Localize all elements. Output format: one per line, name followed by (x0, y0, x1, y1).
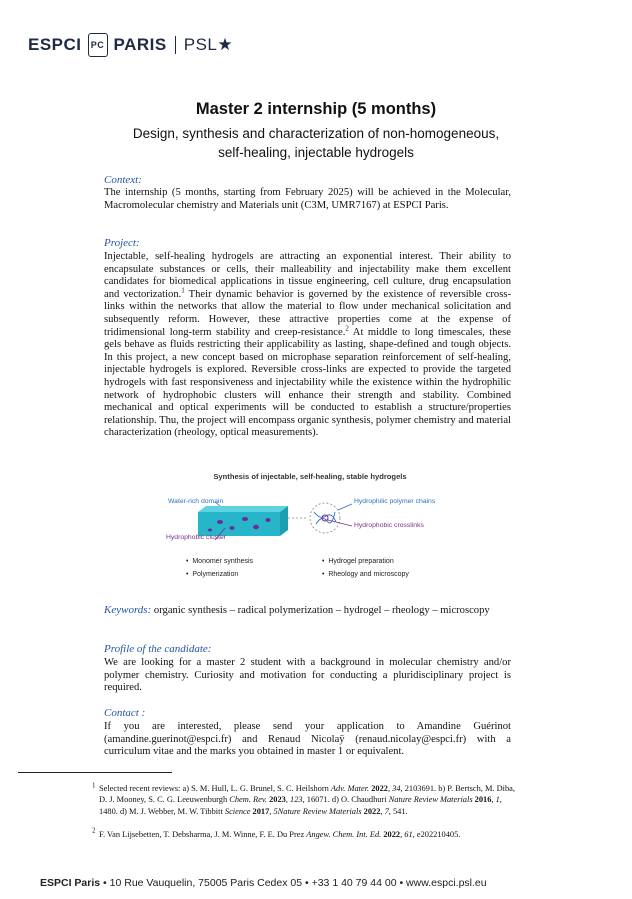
figure-right-list (322, 558, 409, 578)
footnote-1-number: 1 (92, 781, 96, 790)
hydrophobic-cluster-label: Hydrophobic cluster (166, 534, 227, 541)
keywords-label: Keywords: (104, 604, 152, 616)
page-footer (40, 877, 487, 889)
logo-divider (175, 36, 176, 54)
footnote-2: F. Van Lijsebetten, T. Debsharma, J. M. Winne, F. E. Du Prez Angew. Chem. Int. Ed. 2022, 61, e202210405. (99, 830, 461, 839)
page-title: Master 2 internship (5 months) (195, 100, 437, 118)
footnote-1: Selected recent reviews: a) S. M. Hull, L. G. Brunel, S. C. Heilshorn Adv. Mater. 2022, 34, 2103691. b) P. Bertsch, M. Diba, D. J. Mooney, S. C. G. Leeuwenburgh Chem. Rev. 2023, 123, 16071. d) O. Chaudhuri Nature Review Materials 2016, 1, 1480. d) M. J. Webber, M. W. Tibbitt Science 2017, 5Nature Review Materials 2022, 7, 541. (99, 784, 515, 816)
footnote-ref-1: 1 (181, 286, 185, 295)
figure-title: Synthesis of injectable, self-healing, stable hydrogels (213, 472, 407, 481)
list-item: • Monomer synthesis (186, 558, 254, 565)
footnote-ref-2: 2 (345, 324, 349, 333)
footer-org: ESPCI Paris (40, 877, 101, 889)
context-text: The internship (5 months, starting from February 2025) will be achieved in the Molecular, Macromolecular chemistry and Materials unit (C3M, UMR7167) at ESPCI Paris. (104, 187, 511, 211)
keywords: Keywords: organic synthesis – radical polymerization – hydrogel – rheology – microscopy (104, 604, 490, 616)
logo-seal-icon: PC (88, 33, 108, 57)
contact-text: If you are interested, please send your application to Amandine Guérinot (amandine.guerinot@espci.fr) and Renaud Nicolaÿ (renaud.nicolay@espci.fr) with a curriculum vitae and the marks you obtained in master 1 or equivalent. (104, 721, 511, 758)
list-item: • Rheology and microscopy (322, 571, 409, 578)
page-subtitle: Design, synthesis and characterization of non-homogeneous, self-healing, injectable hydrogels (132, 126, 500, 160)
hydrogel-figure (160, 472, 470, 592)
water-rich-label: Water-rich domain (168, 498, 224, 505)
figure-left-list (186, 558, 253, 578)
espci-psl-logo (28, 30, 233, 60)
project-text: Injectable, self-healing hydrogels are attracting an exponential interest. Their ability to encapsulate substances or cells, their malleability and injectability make them excellent candidates for biomedical applications in tissue engineering, cell culture, drug encapsulation and vectorization.$^1$ Their dynamic behavior is governed by the existence of reversible cross-links within the networks that allow the material to flow under mechanical solicitation and subsequently reform. However, these attractive properties come at the expense of tridimensional long-term stability and creep-resistance.$^2$ At middle to long timescales, these gels behave as fluids restricting their applicability as lasting, shape-defined and tough objects. In this project, a new concept based on microphase separation reinforcement of self-healing, injectable hydrogels is explored. Reversible cross-links are expected to provide the targeted hydrogels with fast responsiveness and injectability while the existence within the hydrophilic network of hydrophobic clusters will enhance their strength and stability. Combined mechanical and optical experiments will be conducted to establish a structure/properties relationship. Thu, the project will encompass organic synthesis, polymer chemistry and material characterization (rheology, optical measurements). (104, 251, 512, 439)
footnote-2-number: 2 (92, 826, 96, 835)
polymer-network-icon (310, 503, 340, 533)
hydrogel-block-icon (198, 506, 288, 536)
contact-label: Contact : (104, 707, 146, 719)
hydrophobic-crosslinks-label: Hydrophobic crosslinks (354, 522, 424, 529)
profile-label: Profile of the candidate: (104, 643, 212, 655)
footnote-divider (18, 772, 172, 773)
profile-text: We are looking for a master 2 student with a background in molecular chemistry and/or polymer chemistry. Curiosity and motivation for conducting a pluridisciplinary project is required. (104, 657, 511, 694)
star-icon: ★ (217, 35, 234, 54)
project-label: Project: (104, 237, 140, 249)
hydrophilic-chains-label: Hydrophilic polymer chains (354, 498, 436, 505)
logo-paris: PARIS (113, 35, 167, 54)
list-item: • Polymerization (186, 571, 239, 578)
logo-espci: ESPCI (28, 35, 82, 54)
context-label: Context: (104, 174, 142, 186)
logo-psl: PSL★ (183, 35, 234, 54)
footer-address: • 10 Rue Vauquelin, 75005 Paris Cedex 05 • +33 1 40 79 44 00 • www.espci.psl.eu (100, 877, 487, 889)
list-item: • Hydrogel preparation (322, 558, 394, 565)
